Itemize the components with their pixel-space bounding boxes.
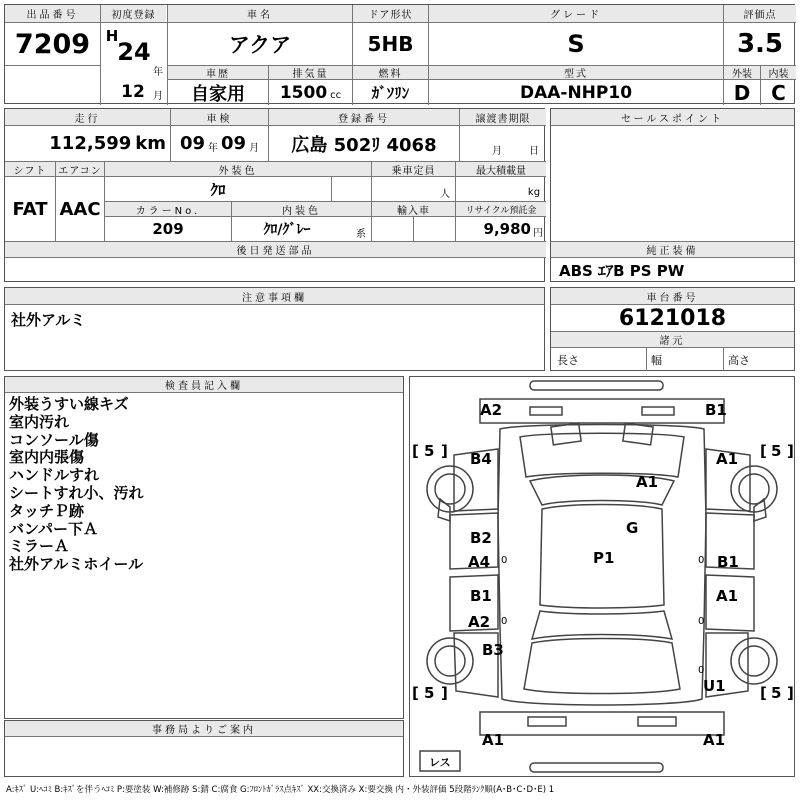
- recycle-label: リサイクル預託金: [456, 202, 546, 216]
- grade: S: [567, 30, 585, 58]
- svg-text:]: ]: [441, 684, 448, 702]
- car-diagram-box: [409, 376, 795, 777]
- insp-month: 09: [221, 133, 247, 154]
- inspector-line: シートすれ小、汚れ: [9, 483, 144, 502]
- transfer-month-unit: 月: [492, 145, 502, 156]
- grade-label: グレード: [429, 5, 723, 22]
- zero-mark: 0: [698, 665, 705, 676]
- damage-code: A2: [468, 613, 491, 631]
- damage-code: B1: [705, 401, 727, 419]
- inspector-line: 室内内張傷: [9, 448, 85, 467]
- notes-box: [4, 287, 545, 371]
- color-no-label: カラーNo.: [105, 202, 231, 216]
- inspection-label: 車検: [171, 109, 268, 125]
- interior-label: 内装: [761, 66, 796, 79]
- displacement-label: 排気量: [269, 66, 352, 79]
- car-name: アクア: [228, 33, 292, 57]
- door-type: 5HB: [367, 32, 414, 56]
- notes-label: 注意事項欄: [5, 288, 544, 304]
- door-label: ドア形状: [353, 5, 428, 22]
- history-label: 車歴: [168, 66, 268, 79]
- insp-year-unit: 年: [208, 143, 218, 154]
- score-label: 評価点: [724, 5, 796, 22]
- inspector-line: 社外アルミホイール: [9, 555, 144, 574]
- transfer-day-unit: 日: [529, 145, 539, 156]
- inspector-line: タッチＰ跡: [9, 501, 85, 520]
- recycle-cell: [456, 217, 546, 241]
- tread-depth: 5: [771, 684, 782, 702]
- svg-text:[: [: [760, 442, 767, 460]
- inspector-notes: [9, 396, 144, 574]
- damage-code: A2: [480, 401, 503, 419]
- sales-points-box: [550, 108, 795, 282]
- recycle-unit: 円: [533, 227, 543, 239]
- damage-code: B2: [470, 529, 492, 547]
- inspector-line: 外装うすい線キズ: [9, 395, 129, 413]
- zero-mark: 0: [698, 616, 705, 627]
- max-load-unit: kg: [527, 186, 541, 198]
- air-conditioner: AAC: [59, 198, 101, 220]
- chassis-box: [550, 287, 795, 371]
- damage-code: A1: [636, 473, 659, 491]
- chassis-number: 6121018: [618, 305, 727, 331]
- zero-mark: 0: [501, 616, 508, 627]
- fuel-label: 燃料: [353, 66, 428, 79]
- reg-year: 24: [117, 38, 151, 66]
- int-color: ｸﾛ/ｸﾞﾚｰ: [263, 222, 311, 238]
- era: H: [105, 27, 119, 45]
- legend: A:ｷｽﾞ U:ﾍｺﾐ B:ｷｽﾞを伴うﾍｺﾐ P:要塗装 W:補修跡 S:錆 C:腐食 G:ﾌﾛﾝﾄｶﾞﾗｽ点ｷｽﾞ XX:交換済み X:要交換 内・外装評価 5段階ﾗﾝｸ順(A･B･C･D･E) 1: [6, 785, 555, 795]
- exterior-label: 外装: [724, 66, 760, 79]
- tread-depth: 5: [424, 684, 435, 702]
- inspector-line: ミラーＡ: [9, 537, 70, 556]
- damage-code: A1: [716, 450, 739, 468]
- model-code: DAA-NHP10: [519, 82, 633, 103]
- ac-label: エアコン: [56, 162, 104, 176]
- svg-text:]: ]: [787, 442, 794, 460]
- equipment-list: ABS ｴｱB PS PW: [559, 261, 685, 280]
- mileage-unit: km: [135, 133, 166, 154]
- spare-tire-note: レス: [429, 756, 451, 769]
- mileage-cell: [5, 126, 170, 161]
- inspection-cell: [171, 126, 268, 161]
- length-label: 長さ: [557, 354, 579, 367]
- office-label: 事務局よりご案内: [5, 721, 403, 736]
- zero-mark: 0: [501, 555, 508, 566]
- car-diagram: [410, 377, 794, 776]
- equipment-label: 純正装備: [551, 242, 794, 257]
- plate-number: 広島 502ﾘ 4068: [291, 134, 437, 156]
- fuel: ｶﾞｿﾘﾝ: [371, 84, 410, 102]
- damage-code: U1: [703, 677, 726, 695]
- shift: FAT: [12, 198, 48, 220]
- tread-depth: 5: [771, 442, 782, 460]
- insp-month-unit: 月: [249, 143, 260, 154]
- notes-text: 社外アルミ: [11, 310, 86, 329]
- interior-grade: C: [771, 80, 786, 105]
- svg-text:[: [: [412, 684, 419, 702]
- wheels: [427, 466, 777, 684]
- inspector-box: [4, 376, 404, 719]
- office-box: [4, 720, 404, 777]
- shift-label: シフト: [5, 162, 55, 176]
- import-label: 輸入車: [372, 202, 455, 216]
- history: 自家用: [191, 83, 245, 105]
- capacity-label: 乗車定員: [372, 162, 455, 176]
- inspector-line: コンソール傷: [9, 430, 99, 449]
- lot-no: 7209: [14, 28, 91, 60]
- inspector-line: バンパー下Ａ: [9, 519, 98, 538]
- damage-code: B1: [717, 553, 739, 571]
- inspector-line: ハンドルすれ: [9, 466, 100, 485]
- svg-text:[: [: [412, 442, 419, 460]
- damage-code: A4: [468, 553, 491, 571]
- car-name-label: 車名: [168, 5, 352, 22]
- mileage: 112,599: [49, 133, 132, 154]
- svg-text:[: [: [760, 684, 767, 702]
- recycle-fee: 9,980: [483, 220, 531, 238]
- lot-no-label: 出品番号: [5, 5, 100, 22]
- displacement-cell: [269, 80, 352, 105]
- mileage-label: 走行: [5, 109, 170, 125]
- displacement: 1500: [279, 82, 328, 103]
- transfer-label: 譲渡書期限: [460, 109, 546, 125]
- zero-mark: 0: [698, 555, 705, 566]
- vehicle-details: [4, 108, 545, 282]
- insp-year: 09: [179, 133, 205, 154]
- score: 3.5: [736, 29, 784, 59]
- month-unit: 月: [153, 90, 163, 101]
- damage-code: B1: [470, 587, 492, 605]
- capacity-unit: 人: [440, 188, 450, 199]
- sales-points-label: セールスポイント: [551, 109, 794, 125]
- max-load-label: 最大積載量: [456, 162, 546, 176]
- int-color-suffix: 系: [356, 228, 366, 239]
- bottom-bar: [530, 763, 663, 772]
- width-label: 幅: [651, 354, 662, 367]
- damage-code: A1: [716, 587, 739, 605]
- ext-color-label: 外装色: [105, 162, 371, 176]
- tread-depth: 5: [424, 442, 435, 460]
- damage-code: B4: [470, 450, 492, 468]
- inspector-label: 検査員記入欄: [5, 377, 403, 392]
- svg-text:]: ]: [787, 684, 794, 702]
- displacement-unit: cc: [330, 90, 342, 101]
- reg-month: 12: [121, 82, 145, 102]
- ext-color: ｸﾛ: [210, 180, 226, 199]
- inspector-line: 室内汚れ: [9, 412, 70, 431]
- model-label: 型式: [429, 66, 723, 79]
- svg-text:]: ]: [441, 442, 448, 460]
- dims-label: 諸元: [551, 332, 794, 347]
- color-no: 209: [152, 220, 184, 238]
- later-parts-label: 後日発送部品: [5, 242, 546, 257]
- header-block: [4, 4, 795, 104]
- first-reg-label: 初度登録: [101, 5, 166, 22]
- damage-code: P1: [593, 549, 615, 567]
- height-label: 高さ: [728, 354, 750, 367]
- year-unit: 年: [153, 66, 163, 77]
- exterior-grade: D: [733, 80, 751, 105]
- damage-code: G: [626, 519, 639, 537]
- damage-code: B3: [482, 641, 504, 659]
- chassis-label: 車台番号: [551, 288, 794, 304]
- damage-code: A1: [482, 731, 505, 749]
- plate-label: 登録番号: [269, 109, 459, 125]
- damage-code: A1: [703, 731, 726, 749]
- int-color-label: 内装色: [232, 202, 371, 216]
